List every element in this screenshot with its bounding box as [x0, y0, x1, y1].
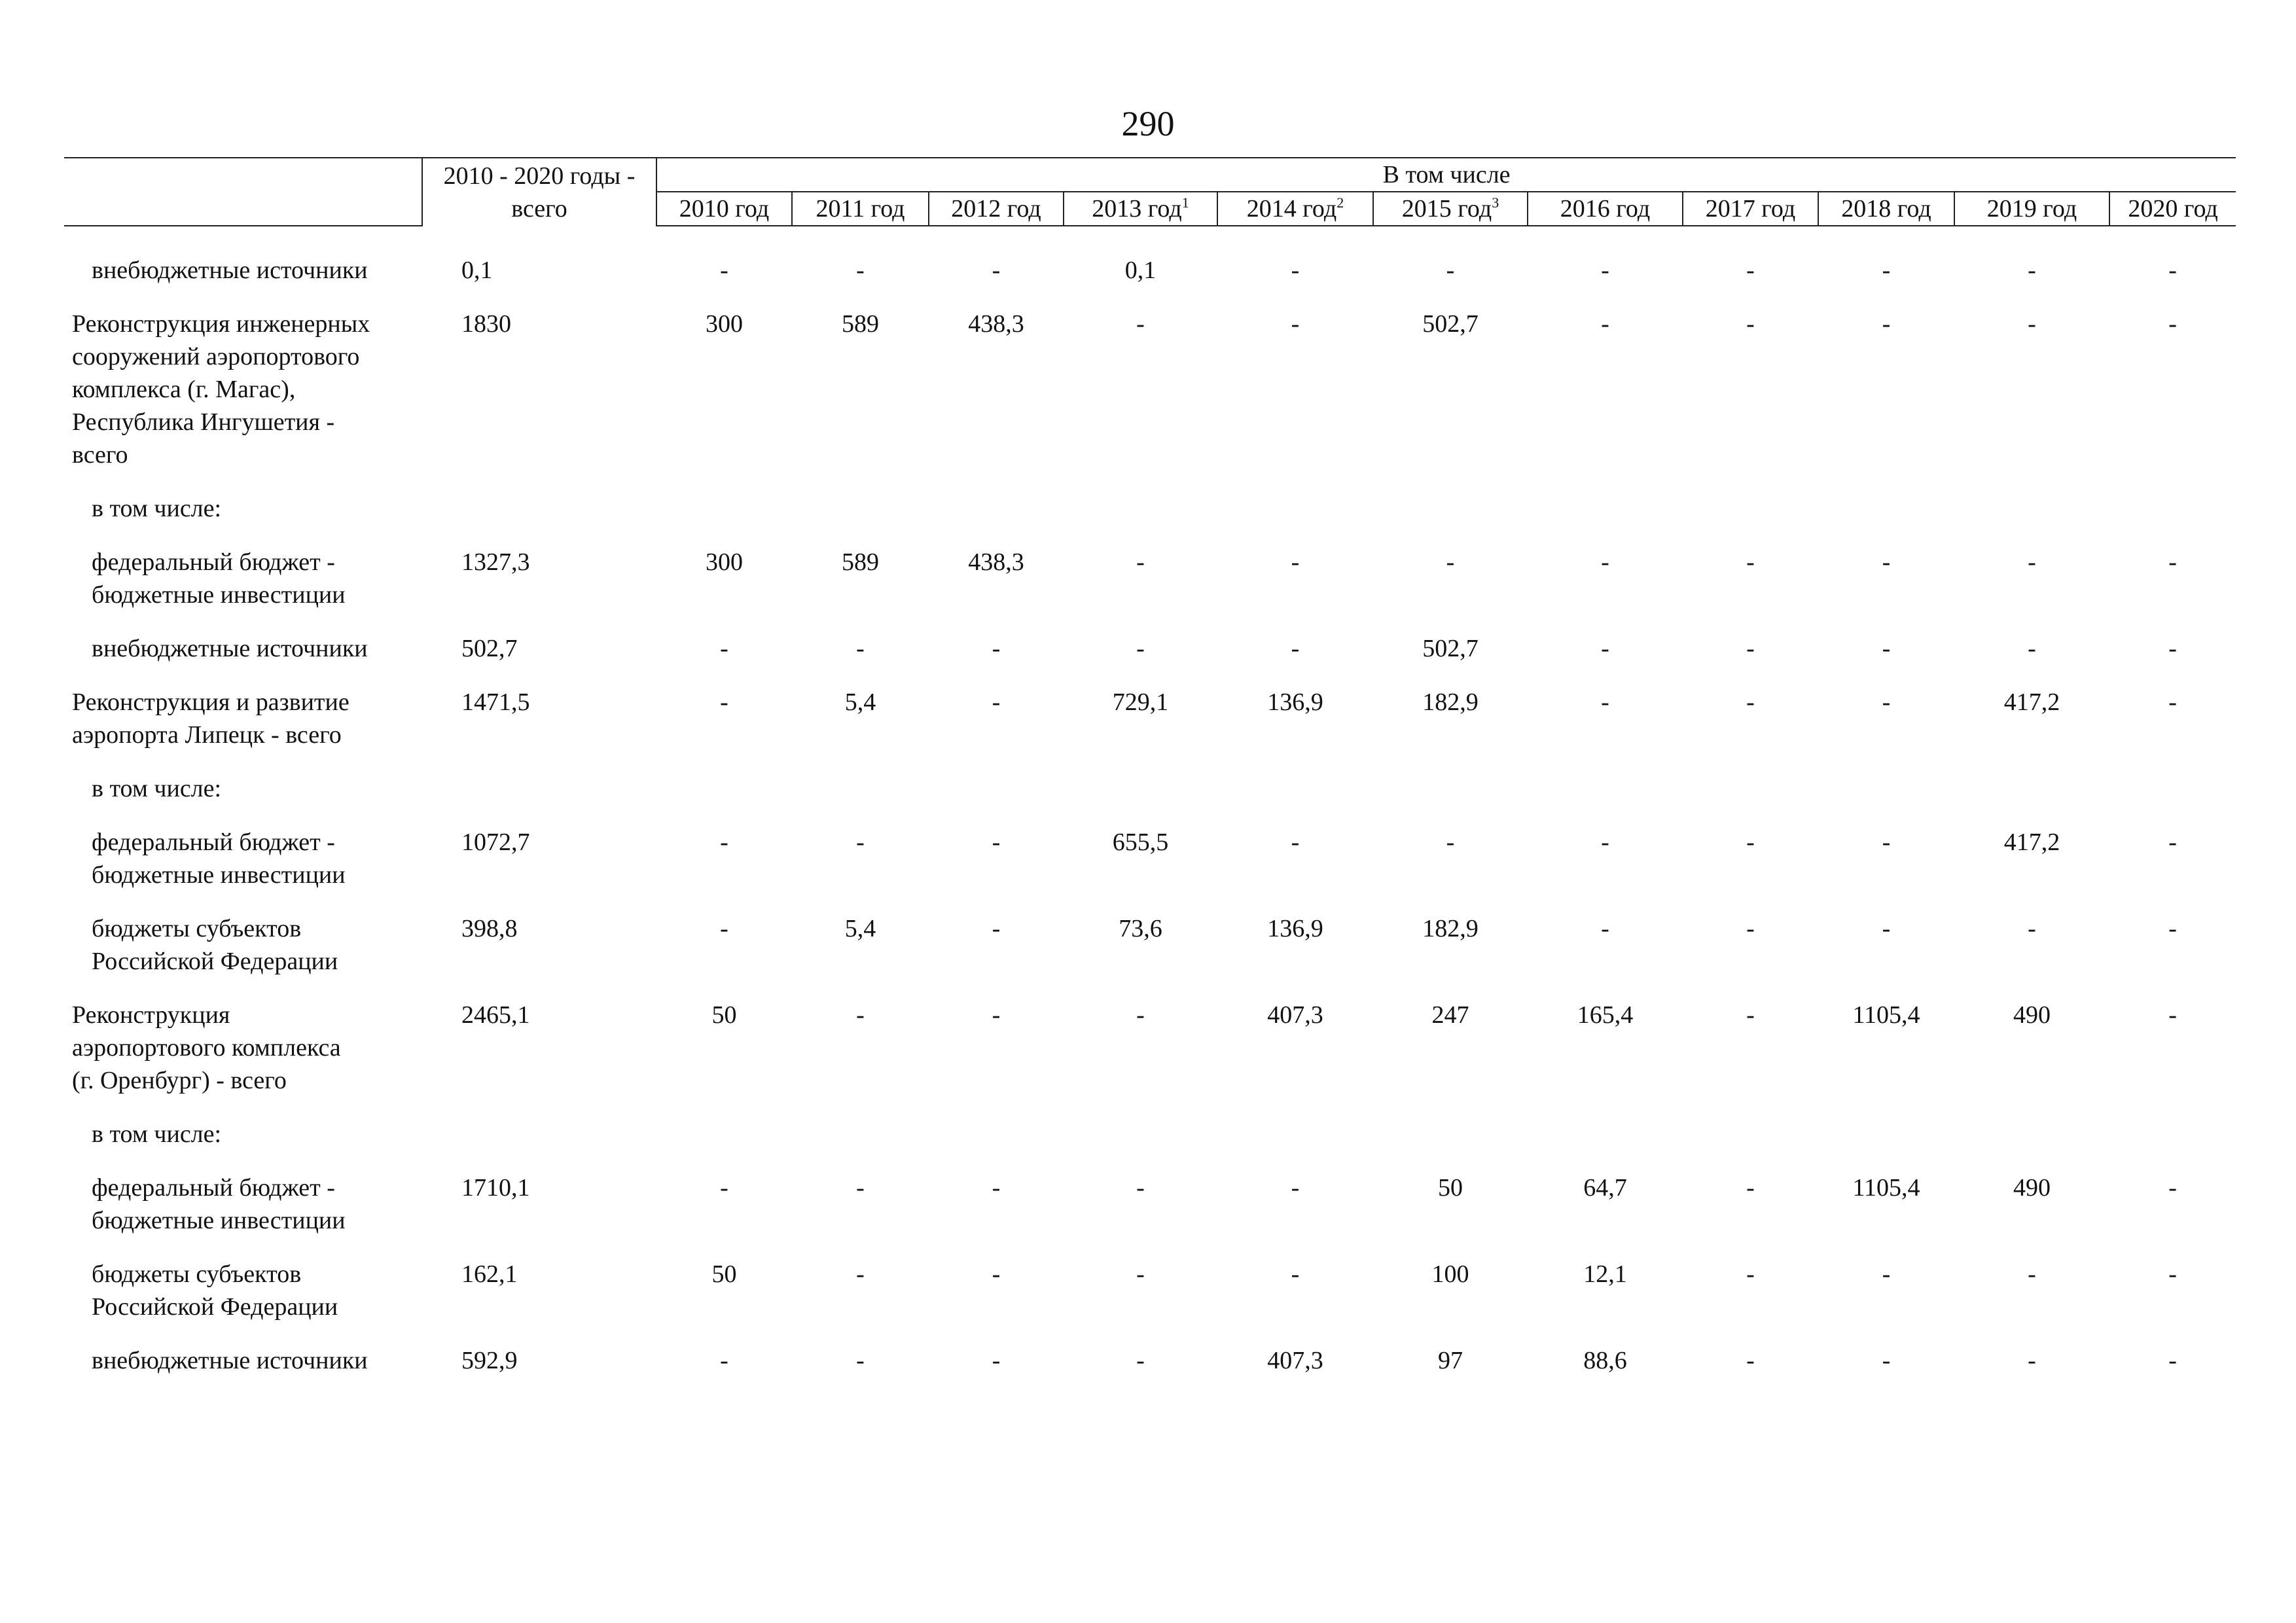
year-value: 64,7	[1583, 1174, 1627, 1202]
year-value	[656, 1118, 792, 1171]
table-row	[64, 546, 2236, 632]
row-label: федеральный бюджет - бюджетные инвестиции	[92, 1174, 346, 1234]
year-value: 300	[706, 548, 743, 576]
table-row	[64, 632, 2236, 686]
year-value	[1217, 772, 1373, 826]
row-label-cell	[64, 254, 422, 308]
year-value: -	[1601, 915, 1609, 942]
year-value: -	[992, 1347, 1001, 1374]
year-value	[1683, 492, 1818, 546]
year-value	[1954, 1118, 2109, 1171]
year-value: 502,7	[1422, 635, 1479, 662]
year-value: -	[1882, 829, 1891, 856]
name-column-header	[64, 158, 422, 226]
table-row	[64, 912, 2236, 999]
year-value: 417,2	[2003, 829, 2060, 856]
year-value	[1954, 772, 2109, 826]
row-label: Реконструкция инженерных сооружений аэропортового комплекса (г. Магас), Республика Ингушетия - всего	[72, 310, 370, 469]
year-value: -	[1291, 257, 1300, 284]
year-value: 136,9	[1267, 688, 1323, 716]
page-number: 290	[1121, 104, 1175, 143]
row-label: внебюджетные источники	[92, 635, 368, 662]
year-value: -	[1882, 1347, 1891, 1374]
year-value: -	[856, 1001, 865, 1029]
year-value: 502,7	[1422, 310, 1479, 338]
table-row	[64, 1118, 2236, 1171]
row-label-cell	[64, 546, 422, 632]
year-header: 2017 год	[1683, 192, 1818, 226]
year-value: 50	[711, 1001, 737, 1029]
year-value: 182,9	[1422, 915, 1479, 942]
year-header: 2011 год	[792, 192, 929, 226]
year-value: -	[2168, 688, 2177, 716]
total-value: 162,1	[461, 1260, 518, 1288]
year-value: -	[2168, 635, 2177, 662]
year-value: -	[720, 1347, 728, 1374]
year-value: -	[1882, 310, 1891, 338]
year-value: 182,9	[1422, 688, 1479, 716]
row-label-cell	[64, 686, 422, 772]
year-value: -	[1746, 1001, 1755, 1029]
year-value	[1954, 492, 2109, 546]
year-value	[1217, 492, 1373, 546]
row-label: Реконструкция аэропортового комплекса (г. Оренбург) - всего	[72, 1001, 341, 1094]
total-value	[422, 1118, 656, 1171]
year-value: -	[1746, 1260, 1755, 1288]
year-value: 88,6	[1583, 1347, 1627, 1374]
year-value: -	[2028, 310, 2036, 338]
row-label-cell	[64, 632, 422, 686]
year-value: -	[1291, 1174, 1300, 1202]
total-value: 2465,1	[461, 1001, 530, 1029]
year-value: -	[2028, 548, 2036, 576]
year-value: 417,2	[2003, 688, 2060, 716]
footnote-marker: 2	[1336, 194, 1344, 211]
year-value: 5,4	[844, 688, 876, 716]
year-value: -	[2168, 1174, 2177, 1202]
total-value: 592,9	[461, 1347, 518, 1374]
row-label: федеральный бюджет - бюджетные инвестиции	[92, 829, 346, 889]
total-value: 1471,5	[461, 688, 530, 716]
year-value: -	[992, 915, 1001, 942]
table-body	[64, 226, 2236, 1398]
table-row	[64, 826, 2236, 912]
year-value	[2109, 772, 2236, 826]
year-value: -	[1601, 548, 1609, 576]
year-value: 589	[842, 310, 879, 338]
row-label: внебюджетные источники	[92, 257, 368, 284]
year-value	[1818, 492, 1954, 546]
year-value: -	[856, 257, 865, 284]
year-value: 729,1	[1112, 688, 1169, 716]
year-value: 300	[706, 310, 743, 338]
year-value: -	[2168, 915, 2177, 942]
year-value: 1105,4	[1852, 1174, 1920, 1202]
year-value: 247	[1431, 1001, 1469, 1029]
year-value: -	[720, 688, 728, 716]
table-row	[64, 1344, 2236, 1398]
year-value: 490	[2013, 1001, 2051, 1029]
year-value: -	[856, 1347, 865, 1374]
year-value: -	[2168, 1001, 2177, 1029]
year-value: 407,3	[1267, 1347, 1323, 1374]
year-value: -	[1746, 1347, 1755, 1374]
year-value: -	[1882, 915, 1891, 942]
table-row	[64, 999, 2236, 1118]
year-value: 97	[1438, 1347, 1463, 1374]
year-value: 165,4	[1577, 1001, 1634, 1029]
year-value: -	[720, 1174, 728, 1202]
year-value	[1818, 1118, 1954, 1171]
year-header: 2012 год	[929, 192, 1064, 226]
total-value: 0,1	[461, 257, 493, 284]
year-value: -	[1136, 1347, 1145, 1374]
year-value: -	[1882, 548, 1891, 576]
row-label-cell	[64, 308, 422, 492]
year-value: -	[1882, 1260, 1891, 1288]
year-header: 2010 год	[656, 192, 792, 226]
year-value: -	[856, 1174, 865, 1202]
year-value: 100	[1431, 1260, 1469, 1288]
year-value	[929, 772, 1064, 826]
row-label: в том числе:	[92, 495, 222, 522]
year-value: 0,1	[1124, 257, 1157, 284]
year-value: -	[1746, 548, 1755, 576]
year-value: -	[1291, 310, 1300, 338]
year-value	[1064, 492, 1217, 546]
year-value	[792, 492, 929, 546]
year-value: 655,5	[1112, 829, 1169, 856]
year-value: 12,1	[1583, 1260, 1627, 1288]
year-value: -	[992, 829, 1001, 856]
year-value	[792, 772, 929, 826]
year-value: -	[1601, 688, 1609, 716]
year-value: -	[1446, 548, 1455, 576]
footnote-marker: 3	[1492, 194, 1499, 211]
year-value: 50	[711, 1260, 737, 1288]
year-value: -	[2168, 548, 2177, 576]
total-column-label: 2010 - 2020 годы - всего	[443, 162, 636, 223]
year-value: 407,3	[1267, 1001, 1323, 1029]
row-label-cell	[64, 1344, 422, 1398]
row-label: Реконструкция и развитие аэропорта Липецк - всего	[72, 688, 350, 749]
year-value: -	[1882, 688, 1891, 716]
year-value: -	[1601, 257, 1609, 284]
row-label-cell	[64, 1171, 422, 1258]
year-value: -	[1291, 829, 1300, 856]
year-value: -	[1291, 1260, 1300, 1288]
row-label-cell	[64, 912, 422, 999]
year-value	[1528, 1118, 1683, 1171]
year-value: -	[992, 1260, 1001, 1288]
year-value: -	[1882, 635, 1891, 662]
year-value: -	[1746, 915, 1755, 942]
funding-table	[64, 157, 2236, 1398]
year-value: -	[992, 635, 1001, 662]
total-value: 1710,1	[461, 1174, 530, 1202]
total-value: 398,8	[461, 915, 518, 942]
year-value: -	[1446, 257, 1455, 284]
year-header: 2013 год$^1$	[1064, 192, 1217, 226]
year-value	[1818, 772, 1954, 826]
year-value: 438,3	[968, 548, 1024, 576]
year-value: -	[992, 688, 1001, 716]
year-value	[929, 1118, 1064, 1171]
year-value	[2109, 1118, 2236, 1171]
row-label-cell	[64, 1258, 422, 1344]
year-header: 2014 год$^2$	[1217, 192, 1373, 226]
year-value: -	[1601, 310, 1609, 338]
year-value: -	[2028, 635, 2036, 662]
year-header: 2016 год	[1528, 192, 1683, 226]
year-value: -	[720, 257, 728, 284]
row-label-cell	[64, 492, 422, 546]
table-row	[64, 492, 2236, 546]
year-value	[1064, 772, 1217, 826]
footnote-marker: 1	[1181, 194, 1189, 211]
year-value: -	[1601, 635, 1609, 662]
year-value	[1373, 1118, 1528, 1171]
year-value: 73,6	[1119, 915, 1162, 942]
row-label-cell	[64, 999, 422, 1118]
year-value: -	[856, 635, 865, 662]
row-label: в том числе:	[92, 775, 222, 802]
year-value	[1217, 1118, 1373, 1171]
year-value: -	[1746, 257, 1755, 284]
year-value: -	[1882, 257, 1891, 284]
year-value: -	[2028, 1347, 2036, 1374]
year-value: 5,4	[844, 915, 876, 942]
year-value	[1528, 492, 1683, 546]
year-value: -	[1746, 310, 1755, 338]
group-header: В том числе	[656, 158, 2236, 192]
year-value	[1373, 492, 1528, 546]
total-column-header	[422, 158, 656, 226]
table-row	[64, 1171, 2236, 1258]
year-value	[656, 772, 792, 826]
year-value: 589	[842, 548, 879, 576]
year-value: -	[856, 1260, 865, 1288]
year-value: -	[1291, 548, 1300, 576]
year-value: -	[1136, 1001, 1145, 1029]
row-label-cell	[64, 772, 422, 826]
year-value: -	[1746, 635, 1755, 662]
year-header: 2015 год$^3$	[1373, 192, 1528, 226]
year-value: -	[2168, 1260, 2177, 1288]
year-value: -	[2028, 1260, 2036, 1288]
year-value: 136,9	[1267, 915, 1323, 942]
total-value: 502,7	[461, 635, 518, 662]
year-value: -	[1136, 635, 1145, 662]
year-value: 438,3	[968, 310, 1024, 338]
year-value	[1528, 772, 1683, 826]
year-value	[2109, 492, 2236, 546]
year-value: -	[720, 915, 728, 942]
year-header: 2020 год	[2109, 192, 2236, 226]
year-value: -	[2028, 915, 2036, 942]
row-label-cell	[64, 1118, 422, 1171]
row-label: внебюджетные источники	[92, 1347, 368, 1374]
row-label: бюджеты субъектов Российской Федерации	[92, 1260, 338, 1321]
row-label: бюджеты субъектов Российской Федерации	[92, 915, 338, 975]
year-value: -	[856, 829, 865, 856]
year-value: -	[992, 1001, 1001, 1029]
table-row	[64, 308, 2236, 492]
year-value: -	[1291, 635, 1300, 662]
table-row	[64, 686, 2236, 772]
year-value: -	[1446, 829, 1455, 856]
year-value: -	[992, 1174, 1001, 1202]
total-value	[422, 492, 656, 546]
year-value: -	[1136, 1174, 1145, 1202]
year-value: -	[1601, 829, 1609, 856]
year-value	[929, 492, 1064, 546]
year-value: -	[992, 257, 1001, 284]
year-value: 1105,4	[1852, 1001, 1920, 1029]
year-header: 2018 год	[1818, 192, 1954, 226]
total-value: 1327,3	[461, 548, 530, 576]
year-value: -	[2168, 257, 2177, 284]
year-value: 490	[2013, 1174, 2051, 1202]
year-value: -	[1136, 1260, 1145, 1288]
total-value: 1830	[461, 310, 511, 338]
year-value: -	[720, 829, 728, 856]
year-value: -	[1746, 1174, 1755, 1202]
year-value: -	[2168, 310, 2177, 338]
year-value	[1373, 772, 1528, 826]
table-header	[64, 158, 2236, 226]
year-value: -	[2168, 1347, 2177, 1374]
year-value: -	[1136, 548, 1145, 576]
year-value: -	[2168, 829, 2177, 856]
row-label-cell	[64, 826, 422, 912]
year-value: -	[2028, 257, 2036, 284]
year-value	[656, 492, 792, 546]
total-value: 1072,7	[461, 829, 530, 856]
year-value: 50	[1438, 1174, 1463, 1202]
total-value	[422, 772, 656, 826]
year-header: 2019 год	[1954, 192, 2109, 226]
table-row	[64, 772, 2236, 826]
table-row	[64, 1258, 2236, 1344]
year-value	[792, 1118, 929, 1171]
row-label: в том числе:	[92, 1120, 222, 1148]
year-value	[1683, 1118, 1818, 1171]
year-value: -	[1136, 310, 1145, 338]
year-value: -	[1746, 688, 1755, 716]
row-label: федеральный бюджет - бюджетные инвестиции	[92, 548, 346, 609]
table-row	[64, 254, 2236, 308]
year-value: -	[1746, 829, 1755, 856]
year-value: -	[720, 635, 728, 662]
year-value	[1683, 772, 1818, 826]
year-value	[1064, 1118, 1217, 1171]
